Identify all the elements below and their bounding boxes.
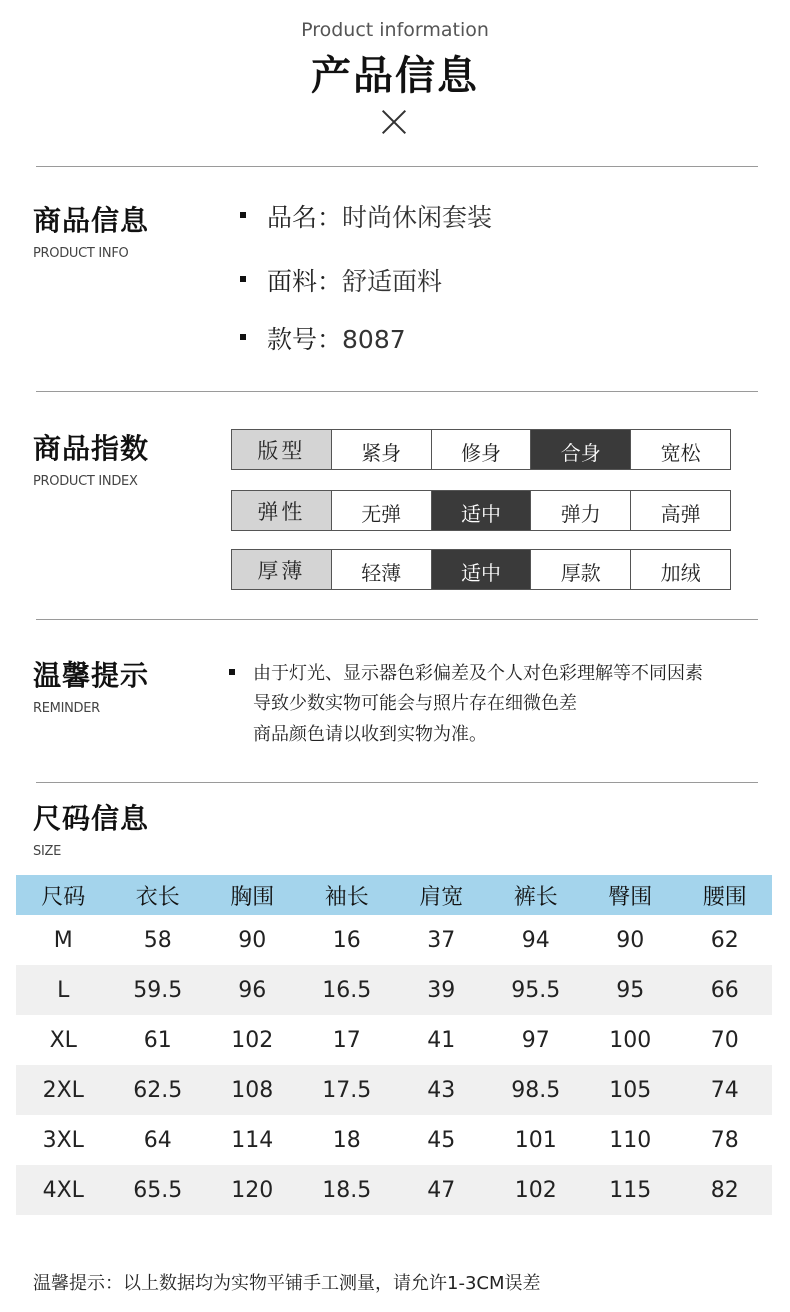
section-subtitle-reminder: REMINDER xyxy=(33,701,100,716)
index-row-thickness xyxy=(231,549,731,590)
table-row xyxy=(16,965,772,1015)
table-cell: 17.5 xyxy=(300,1065,395,1115)
index-option-selected: 适中 xyxy=(432,491,532,530)
table-cell: 47 xyxy=(394,1165,489,1215)
table-cell: 74 xyxy=(678,1065,773,1115)
table-cell: 18.5 xyxy=(300,1165,395,1215)
index-option: 紧身 xyxy=(332,430,432,469)
column-header: 臀围 xyxy=(583,875,678,915)
index-option-selected: 合身 xyxy=(531,430,631,469)
index-label: 弹性 xyxy=(232,491,332,530)
section-title-size: 尺码信息 xyxy=(33,802,150,835)
table-cell: 41 xyxy=(427,1027,456,1053)
table-cell: 97 xyxy=(521,1027,550,1053)
index-row-elasticity xyxy=(231,490,731,531)
info-label: 款号： xyxy=(267,325,343,354)
table-cell: 110 xyxy=(609,1127,652,1153)
section-subtitle-size: SIZE xyxy=(33,844,62,859)
table-row xyxy=(16,1065,772,1115)
table-cell: 100 xyxy=(609,1027,652,1053)
index-option: 高弹 xyxy=(660,502,701,526)
header-subtitle: Product information xyxy=(301,19,489,41)
reminder-line: 导致少数实物可能会与照片存在细微色差 xyxy=(253,693,577,714)
column-header: 衣长 xyxy=(111,875,206,915)
table-cell: 17 xyxy=(332,1027,361,1053)
table-cell: 82 xyxy=(678,1165,773,1215)
divider xyxy=(36,166,758,167)
section-title-product-index: 商品指数 xyxy=(33,432,150,465)
table-row xyxy=(16,1115,772,1165)
info-value: 舒适面料 xyxy=(342,267,443,296)
table-cell: 70 xyxy=(710,1027,739,1053)
info-label: 品名： xyxy=(267,203,343,232)
index-option: 宽松 xyxy=(660,441,701,465)
size-footnote: 温馨提示：以上数据均为实物平铺手工测量，请允许1-3CM误差 xyxy=(33,1273,541,1294)
table-cell: 39 xyxy=(394,965,489,1015)
reminder-line: 由于灯光、显示器色彩偏差及个人对色彩理解等不同因素 xyxy=(253,663,703,684)
table-cell: 105 xyxy=(583,1065,678,1115)
table-cell: 95.5 xyxy=(489,965,584,1015)
cross-divider-icon xyxy=(381,109,407,135)
table-cell: 43 xyxy=(394,1065,489,1115)
info-item-fabric xyxy=(267,262,442,298)
info-value: 时尚休闲套装 xyxy=(342,203,493,232)
bullet-icon xyxy=(240,212,246,218)
index-option-selected: 适中 xyxy=(432,550,532,589)
index-option: 加绒 xyxy=(660,561,701,585)
index-option: 弹力 xyxy=(531,491,631,530)
table-cell: 65.5 xyxy=(111,1165,206,1215)
table-cell: 16 xyxy=(332,927,361,953)
bullet-icon xyxy=(229,669,235,675)
section-title-reminder: 温馨提示 xyxy=(33,659,150,692)
size-table xyxy=(16,875,772,1215)
table-cell: 101 xyxy=(514,1127,557,1153)
table-row xyxy=(16,1165,772,1215)
table-row xyxy=(16,915,772,965)
index-label: 版型 xyxy=(232,430,332,469)
divider xyxy=(36,782,758,783)
section-subtitle-product-index: PRODUCT INDEX xyxy=(33,474,138,489)
table-cell: 61 xyxy=(143,1027,172,1053)
table-cell: 62 xyxy=(710,927,739,953)
info-item-name xyxy=(267,198,492,234)
table-cell: M xyxy=(53,927,73,953)
column-header: 胸围 xyxy=(205,875,300,915)
table-cell: L xyxy=(16,965,111,1015)
index-row-fit xyxy=(231,429,731,470)
table-cell: 90 xyxy=(616,927,645,953)
table-cell: 102 xyxy=(489,1165,584,1215)
table-cell: 62.5 xyxy=(111,1065,206,1115)
info-item-style-no xyxy=(267,320,406,356)
column-header: 袖长 xyxy=(300,875,395,915)
info-label: 面料： xyxy=(267,267,343,296)
table-cell: 2XL xyxy=(16,1065,111,1115)
table-cell: 59.5 xyxy=(111,965,206,1015)
index-option: 修身 xyxy=(432,430,532,469)
index-option: 厚款 xyxy=(531,550,631,589)
table-cell: 90 xyxy=(238,927,267,953)
column-header: 裤长 xyxy=(489,875,584,915)
section-title-product-info: 商品信息 xyxy=(33,204,150,237)
table-cell: 18 xyxy=(332,1127,361,1153)
table-cell: 102 xyxy=(231,1027,274,1053)
table-cell: 64 xyxy=(143,1127,172,1153)
table-row xyxy=(16,1015,772,1065)
table-cell: 37 xyxy=(427,927,456,953)
bullet-icon xyxy=(240,276,246,282)
table-cell: 3XL xyxy=(42,1127,84,1153)
column-header: 腰围 xyxy=(678,875,773,915)
section-subtitle-product-info: PRODUCT INFO xyxy=(33,246,129,261)
index-option: 无弹 xyxy=(332,491,432,530)
table-cell: 66 xyxy=(678,965,773,1015)
table-cell: 45 xyxy=(427,1127,456,1153)
column-header: 肩宽 xyxy=(394,875,489,915)
divider xyxy=(36,391,758,392)
size-table-header xyxy=(16,875,772,915)
table-cell: 96 xyxy=(205,965,300,1015)
info-value: 8087 xyxy=(342,325,406,354)
table-cell: 98.5 xyxy=(489,1065,584,1115)
table-cell: XL xyxy=(49,1027,77,1053)
table-cell: 120 xyxy=(205,1165,300,1215)
table-cell: 16.5 xyxy=(300,965,395,1015)
page-title: 产品信息 xyxy=(311,53,479,99)
column-header: 尺码 xyxy=(16,875,111,915)
table-cell: 108 xyxy=(205,1065,300,1115)
table-cell: 4XL xyxy=(16,1165,111,1215)
reminder-line: 商品颜色请以收到实物为准。 xyxy=(253,724,487,745)
table-cell: 58 xyxy=(143,927,172,953)
table-cell: 95 xyxy=(583,965,678,1015)
table-cell: 78 xyxy=(710,1127,739,1153)
index-label: 厚薄 xyxy=(232,550,332,589)
table-cell: 114 xyxy=(231,1127,274,1153)
bullet-icon xyxy=(240,334,246,340)
index-option: 轻薄 xyxy=(332,550,432,589)
table-cell: 115 xyxy=(583,1165,678,1215)
table-cell: 94 xyxy=(521,927,550,953)
divider xyxy=(36,619,758,620)
